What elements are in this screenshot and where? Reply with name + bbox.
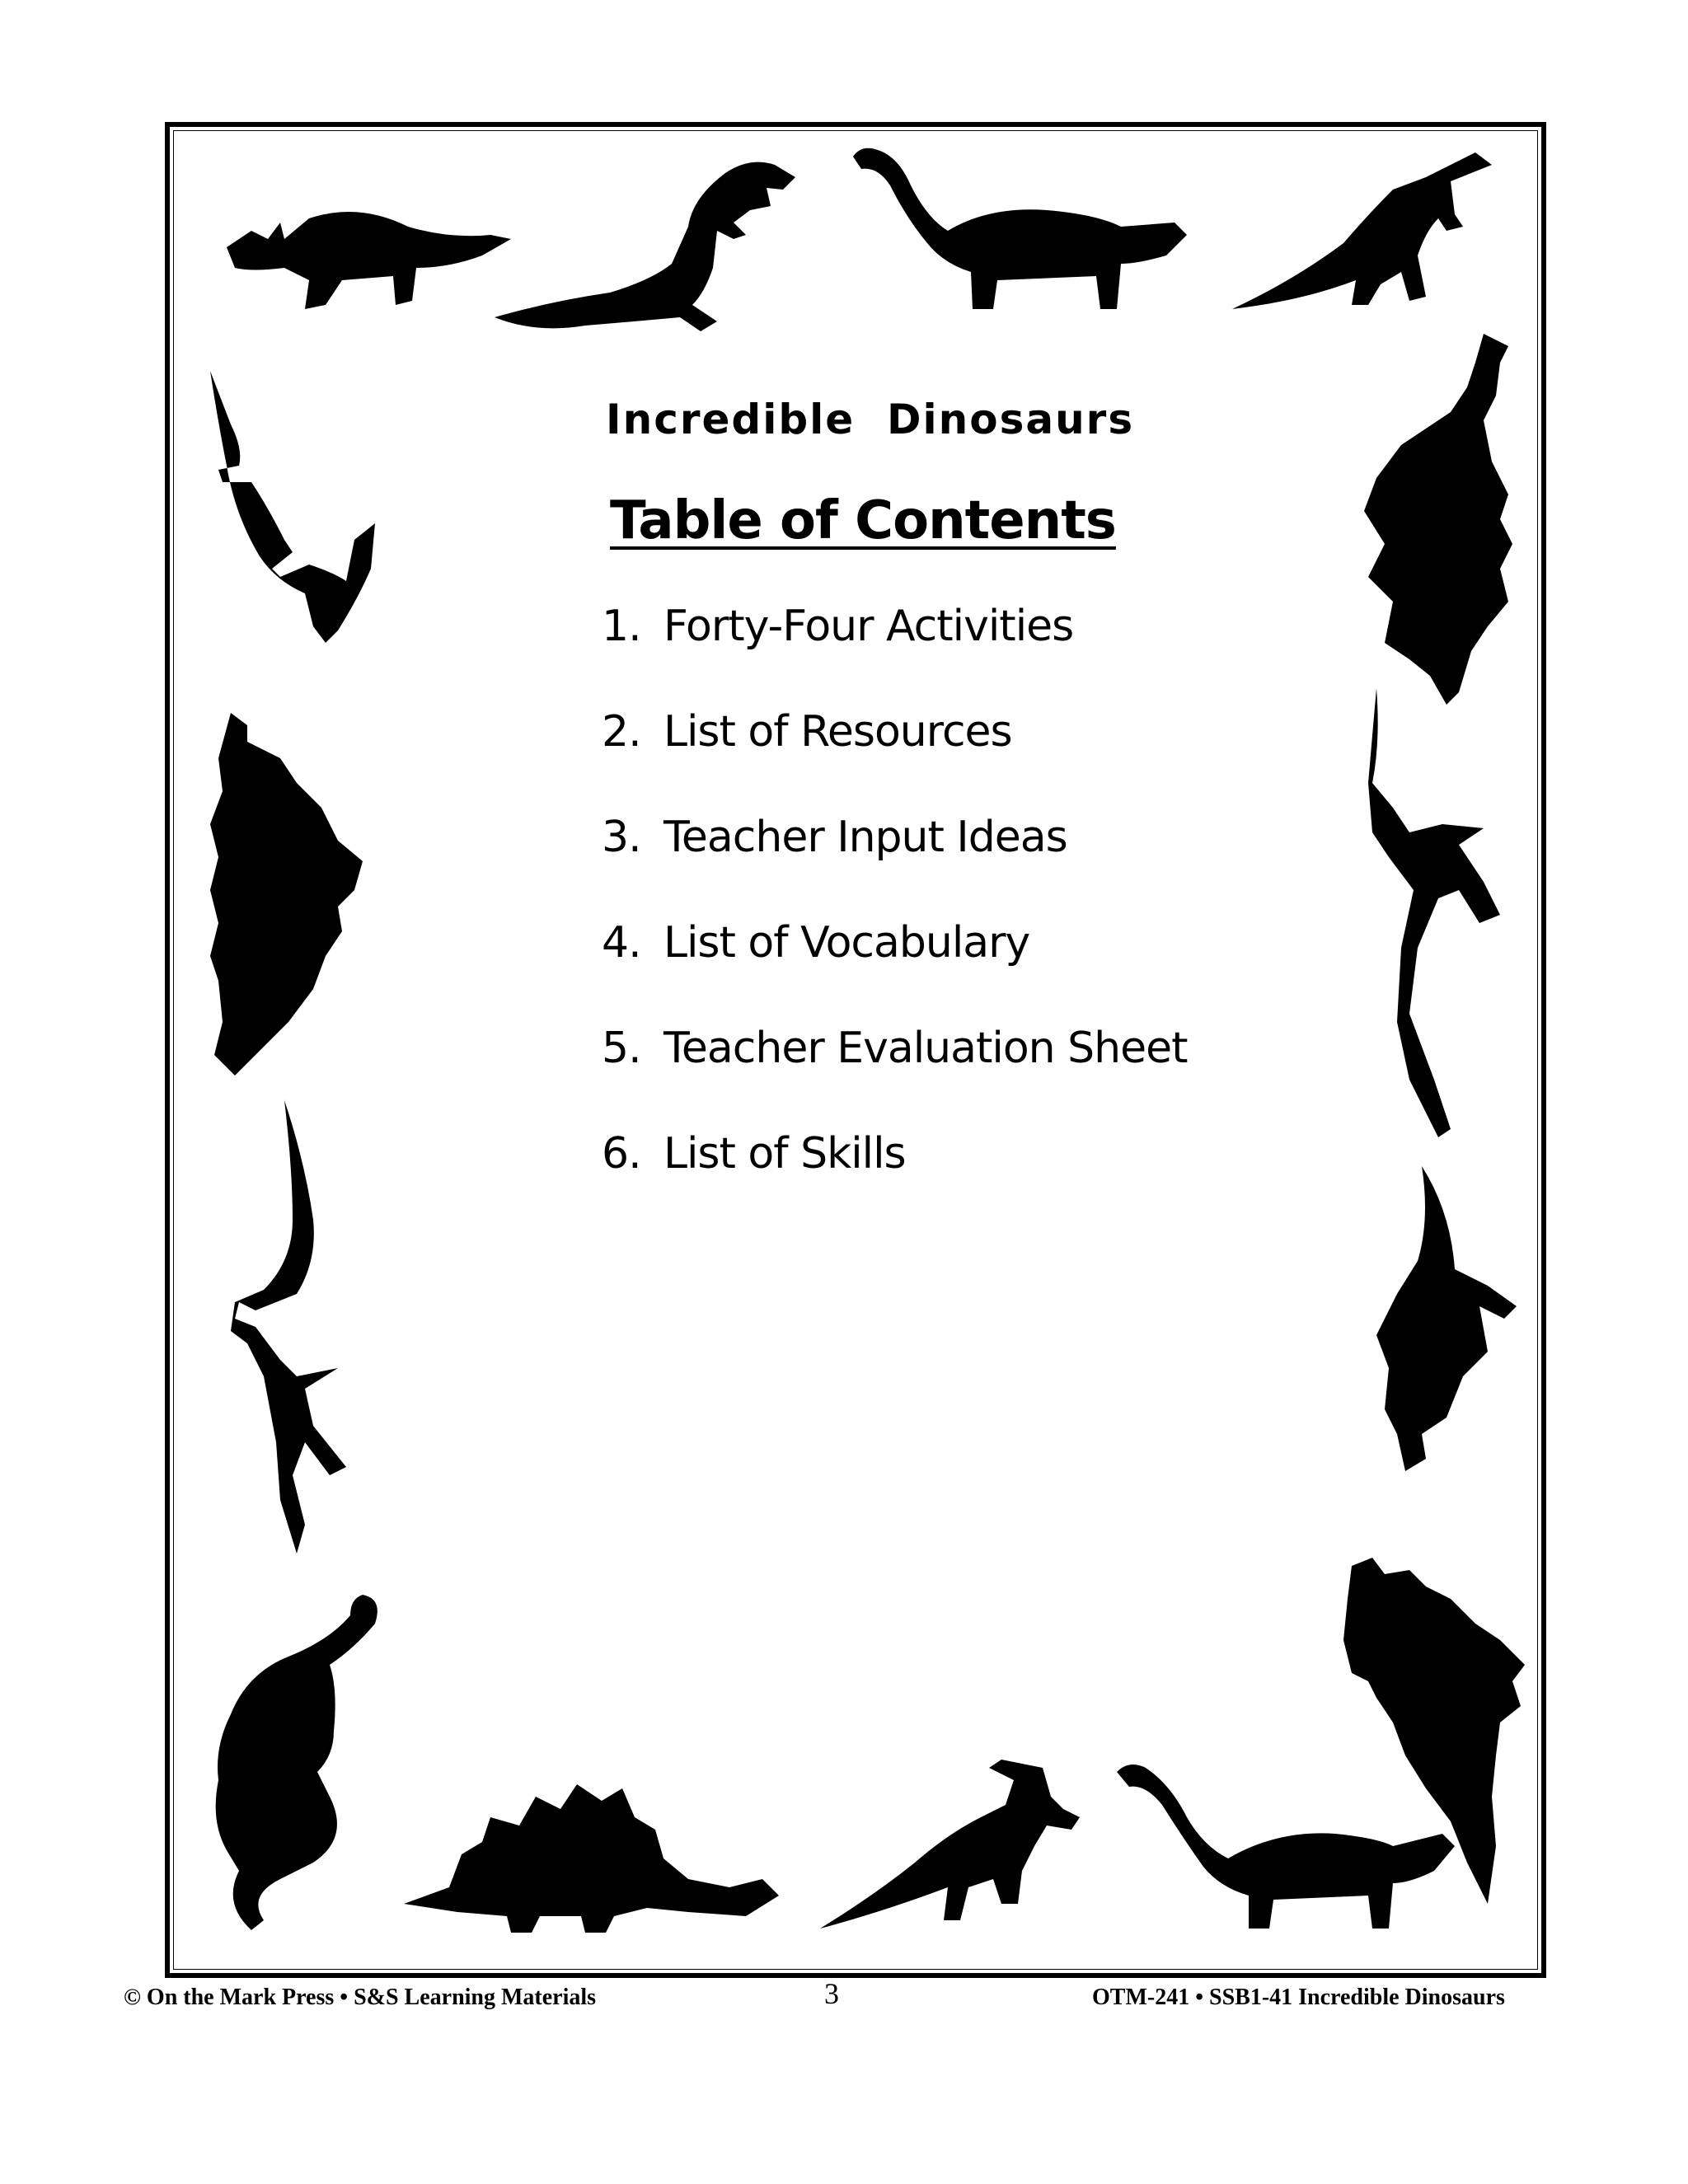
spiked-dinosaur-icon [1352,330,1525,709]
pterodactyl-icon [1360,684,1517,1146]
toc-item-label: List of Vocabulary [663,918,1030,968]
toc-item [602,707,1187,813]
tyrannosaurus-icon [486,140,816,338]
toc-item-number: 1. [602,602,641,651]
ankylosaurus-icon [1372,1162,1521,1475]
toc-item-number: 3. [602,813,641,862]
toc-item [602,1024,1187,1129]
parasaurolophus-icon [1228,140,1500,321]
footer-publisher: © On the Mark Press • S&S Learning Materials [124,1985,597,2010]
sauropod-icon [190,1591,387,1937]
diplodocus-icon [1113,1755,1459,1937]
footer-book-code: OTM-241 • SSB1-41 Incredible Dinosaurs [1092,1985,1505,2010]
book-title: Incredible Dinosaurs [606,396,1135,443]
toc-item [602,918,1187,1024]
toc-item-label: List of Skills [663,1129,906,1179]
duckbill-dinosaur-icon [816,1755,1088,1937]
toc-item-label: List of Resources [663,707,1012,757]
table-of-contents-heading: Table of Contents [610,490,1116,551]
stegosaurus-icon [198,709,371,1080]
toc-item [602,813,1187,918]
toc-item-label: Forty-Four Activities [663,602,1074,651]
long-neck-dinosaur-icon [194,367,379,647]
page-number: 3 [824,1977,839,2010]
toc-item [602,602,1187,707]
toc-list [602,602,1187,1235]
brachiosaurus-icon [849,140,1195,321]
toc-item [602,1129,1187,1235]
triceratops-icon [218,190,515,321]
toc-item-label: Teacher Input Ideas [663,813,1067,862]
toc-item-number: 4. [602,918,641,968]
pterosaur-icon [223,1096,363,1558]
toc-item-number: 2. [602,707,641,757]
toc-item-number: 5. [602,1024,641,1073]
toc-item-number: 6. [602,1129,641,1179]
toc-item-label: Teacher Evaluation Sheet [663,1024,1188,1073]
stegosaurus-bottom-icon [400,1780,779,1937]
